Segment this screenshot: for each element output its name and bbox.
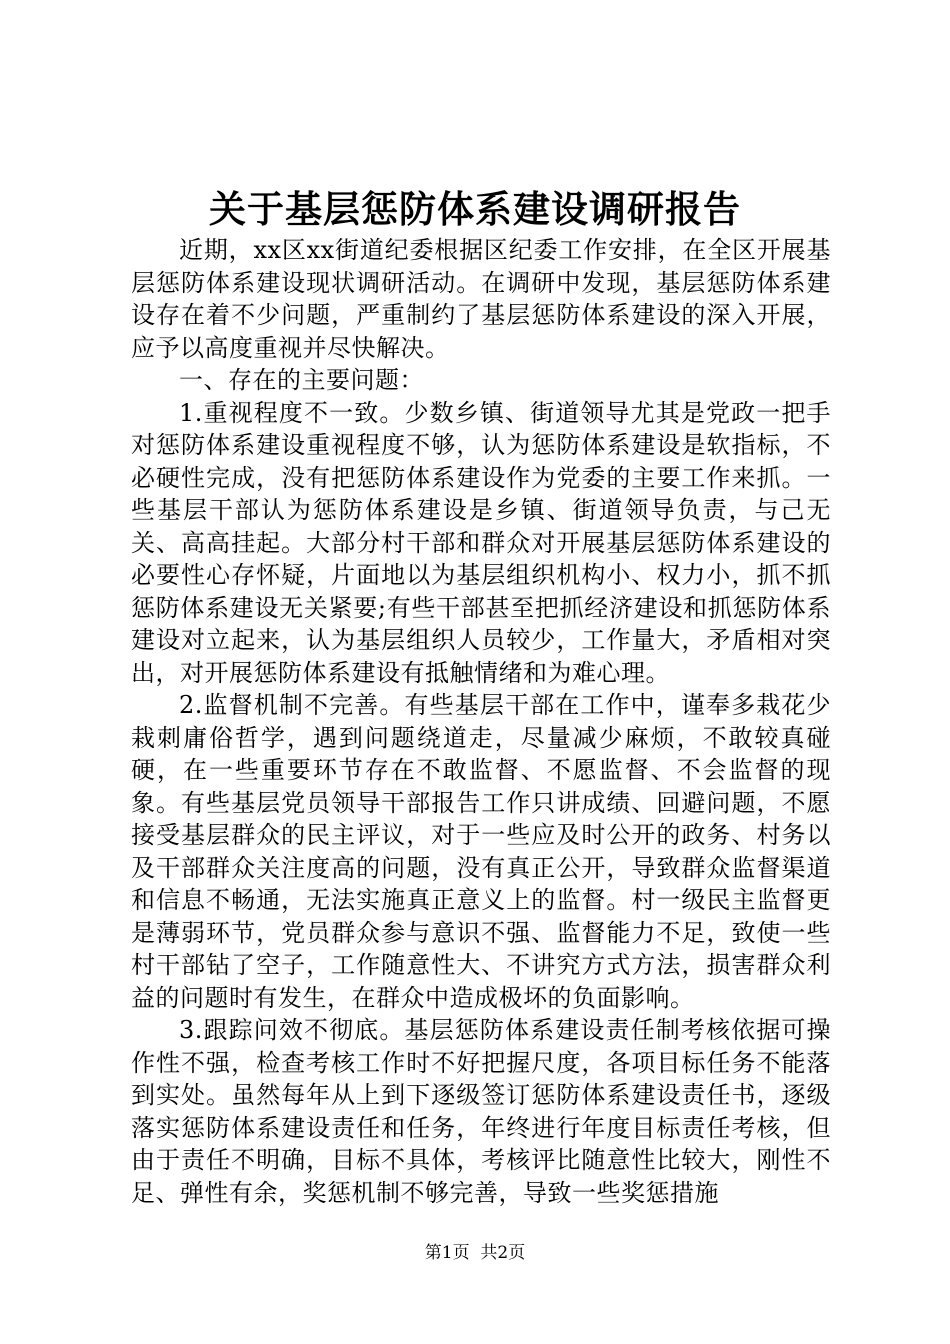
- paragraph-item-2: 2.监督机制不完善。有些基层干部在工作中，谨奉多栽花少栽刺庸俗哲学，遇到问题绕道走，尽量减少麻烦，不敢较真碰硬，在一些重要环节存在不敢监督、不愿监督、不会监督的现象。有些基层党员领导干部报告工作只讲成绩、回避问题，不愿接受基层群众的民主评议，对于一些应及时公开的政务、村务以及干部群众关注度高的问题，没有真正公开，导致群众监督渠道和信息不畅通，无法实施真正意义上的监督。村一级民主监督更是薄弱环节，党员群众参与意识不强、监督能力不足，致使一些村干部钻了空子，工作随意性大、不讲究方式方法，损害群众利益的问题时有发生，在群众中造成极坏的负面影响。: [131, 691, 831, 1012]
- paragraph-intro: 近期，xx区xx街道纪委根据区纪委工作安排，在全区开展基层惩防体系建设现状调研活动。在调研中发现，基层惩防体系建设存在着不少问题，严重制约了基层惩防体系建设的深入开展，应予以高度重视并尽快解决。: [131, 236, 831, 362]
- paragraph-item-1: 1.重视程度不一致。少数乡镇、街道领导尤其是党政一把手对惩防体系建设重视程度不够，认为惩防体系建设是软指标，不必硬性完成，没有把惩防体系建设作为党委的主要工作来抓。一些基层干部认为惩防体系建设是乡镇、街道领导负责，与己无关、高高挂起。大部分村干部和群众对开展基层惩防体系建设的必要性心存怀疑，片面地以为基层组织机构小、权力小，抓不抓惩防体系建设无关紧要;有些干部甚至把抓经济建设和抓惩防体系建设对立起来，认为基层组织人员较少，工作量大，矛盾相对突出，对开展惩防体系建设有抵触情绪和为难心理。: [131, 398, 831, 687]
- footer-spacer: [470, 1243, 481, 1263]
- page-number: 第1页: [424, 1243, 470, 1263]
- document-title: 关于基层惩防体系建设调研报告: [209, 187, 741, 231]
- page-footer: [0, 1241, 950, 1265]
- document-body: [131, 234, 831, 1209]
- paragraph-item-3: 3.跟踪问效不彻底。基层惩防体系建设责任制考核依据可操作性不强，检查考核工作时不好把握尺度，各项目标任务不能落到实处。虽然每年从上到下逐级签订惩防体系建设责任书，逐级落实惩防体系建设责任和任务，年终进行年度目标责任考核，但由于责任不明确，目标不具体，考核评比随意性比较大，刚性不足、弹性有余，奖惩机制不够完善，导致一些奖惩措施: [131, 1016, 831, 1207]
- page-count: 共2页: [480, 1243, 526, 1263]
- section-heading: 一、存在的主要问题：: [179, 366, 424, 394]
